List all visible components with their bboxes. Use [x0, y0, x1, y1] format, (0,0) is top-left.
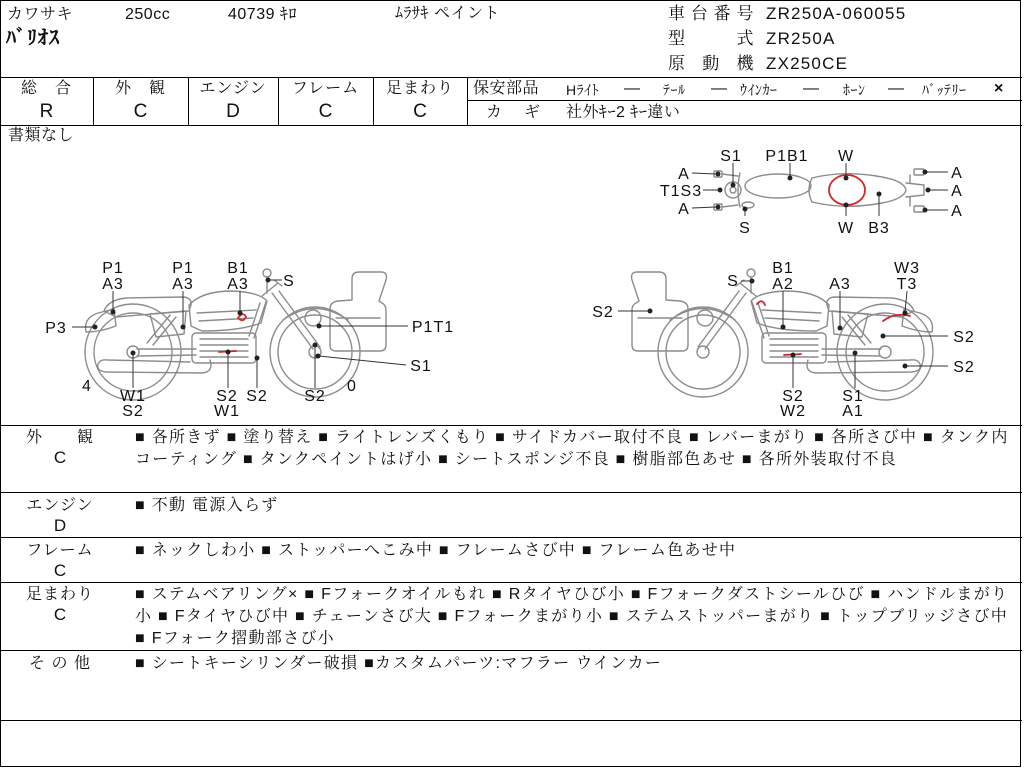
note-row-suspension — [0, 583, 1022, 650]
divider — [0, 720, 1022, 721]
left-label: S2 — [216, 388, 238, 405]
frame-number: ZR250A-060055 — [766, 4, 907, 23]
model-code: ZR250A — [766, 29, 836, 48]
note-label: そ の 他 — [29, 655, 91, 672]
safety-item-tail-value: — — [711, 80, 728, 97]
divider — [0, 537, 1022, 538]
note-row-engine — [0, 494, 1022, 537]
safety-item-tail: ﾃｰﾙ — [663, 82, 686, 98]
left-label: S2 — [246, 388, 268, 405]
divider — [93, 77, 94, 125]
top-label: A — [951, 203, 963, 220]
grade-frame-value: C — [318, 101, 333, 122]
right-label: A1 — [842, 403, 864, 420]
left-label: 4 — [82, 378, 92, 395]
left-label: B1 — [227, 260, 249, 277]
left-label: P1T1 — [411, 319, 455, 336]
mileage: 40739 ｷﾛ — [228, 6, 297, 23]
note-text: ■ ネックしわ小 ■ ストッパーへこみ中 ■ フレームさび中 ■ フレーム色あせ中 — [135, 542, 737, 559]
frame-number-label: 車台番号 — [668, 4, 754, 23]
note-label: エンジン — [26, 497, 94, 514]
grade-suspension-value: C — [413, 101, 427, 122]
note-label: 足まわり — [25, 586, 94, 603]
right-label: B1 — [772, 260, 794, 277]
top-label: P1B1 — [765, 148, 809, 165]
model-name: ﾊﾞﾘｵｽ — [6, 27, 60, 49]
top-label: T1S3 — [659, 183, 703, 200]
safety-item-horn-value: — — [888, 80, 905, 97]
divider — [0, 492, 1022, 493]
left-label: W1 — [214, 403, 240, 420]
note-row-exterior — [0, 426, 1022, 492]
grade-frame-label: フレーム — [291, 80, 360, 97]
divider — [373, 77, 374, 125]
divider — [0, 650, 1022, 651]
top-label: B3 — [868, 220, 890, 237]
left-label: A3 — [102, 276, 124, 293]
top-label: A — [951, 183, 963, 200]
note-row-other — [0, 652, 1022, 720]
right-label: S2 — [953, 329, 975, 346]
note-grade: C — [53, 605, 67, 624]
top-label: A — [678, 166, 690, 183]
grade-engine-label: エンジン — [199, 80, 267, 97]
top-label: W — [837, 220, 855, 237]
left-label: S2 — [122, 403, 144, 420]
right-label: W3 — [894, 260, 920, 277]
left-label: P1 — [172, 260, 194, 277]
documents-note: 書類なし — [8, 127, 75, 144]
safety-item-turn-signal-value: — — [803, 80, 820, 97]
safety-item-horn: ﾎｰﾝ — [843, 82, 866, 98]
note-grade: C — [53, 561, 67, 580]
right-label: S2 — [592, 304, 614, 321]
right-label: A2 — [772, 276, 794, 293]
vehicle-color: ﾑﾗｻｷ ペイント — [395, 5, 500, 22]
grade-exterior-value: C — [133, 101, 148, 122]
left-label: A3 — [172, 276, 194, 293]
grade-overall-value: R — [39, 101, 54, 122]
bike-top-view — [714, 169, 924, 212]
divider — [0, 77, 1022, 78]
note-row-frame — [0, 539, 1022, 582]
top-label: A — [678, 201, 690, 218]
note-grade: C — [53, 448, 67, 467]
note-text: ■ シートキーシリンダー破損 ■カスタムパーツ:マフラー ウインカー — [135, 655, 663, 672]
safety-item-turn-signal: ｳｲﾝｶｰ — [740, 82, 778, 98]
left-label: S — [283, 273, 295, 290]
model-code-label: 型 式 — [668, 29, 754, 48]
divider — [278, 77, 279, 125]
safety-item-battery: ﾊﾞｯﾃﾘｰ — [922, 82, 967, 98]
top-label: S — [739, 220, 751, 237]
engine-code-label: 原 動 機 — [668, 54, 754, 73]
left-label: P3 — [45, 320, 67, 337]
left-label: P1 — [102, 260, 124, 277]
right-label: S2 — [953, 359, 975, 376]
note-grade: D — [53, 516, 67, 535]
top-label: W — [837, 148, 855, 165]
note-label: 外 観 — [25, 429, 94, 446]
right-label: S1 — [842, 388, 864, 405]
damage-diagram — [0, 125, 1024, 425]
key-label: カ ギ — [486, 104, 544, 121]
maker: カワサキ — [7, 6, 74, 23]
top-label: A — [951, 165, 963, 182]
grade-suspension-label: 足まわり — [385, 80, 454, 97]
divider — [467, 100, 1022, 101]
safety-item-battery-value: × — [994, 80, 1004, 97]
right-label: W2 — [780, 403, 806, 420]
right-label: T3 — [896, 276, 918, 293]
displacement: 250cc — [125, 6, 171, 23]
right-label: A3 — [829, 276, 851, 293]
safety-item-headlight-value: — — [624, 80, 641, 97]
grade-exterior-label: 外 観 — [114, 80, 166, 97]
key-value: 社外ｷｰ2 ｷｰ違い — [566, 104, 681, 121]
note-text: ■ 不動 電源入らず — [135, 497, 279, 514]
note-label: フレーム — [26, 542, 94, 559]
left-label: S2 — [304, 388, 326, 405]
left-label: 0 — [347, 378, 357, 395]
top-label: S1 — [720, 148, 742, 165]
safety-parts-label: 保安部品 — [473, 80, 540, 97]
divider — [467, 77, 468, 125]
engine-code: ZX250CE — [766, 54, 849, 73]
right-label: S2 — [782, 388, 804, 405]
left-label: A3 — [227, 276, 249, 293]
note-text: ■ ステムベアリング× ■ Fフォークオイルもれ ■ Rタイヤひび小 ■ Fフォークダストシールひび ■ ハンドルまがり小 ■ Fタイヤひび中 ■ チェーンさび大 ■ Fフォークまがり小 ■ ステムストッパーまがり ■ トップブリッジさび中 ■ Fフォーク摺動部さび小 — [135, 586, 1009, 647]
right-label: S — [727, 273, 739, 290]
left-label: W1 — [120, 388, 146, 405]
left-label: S1 — [410, 358, 432, 375]
note-text: ■ 各所きず ■ 塗り替え ■ ライトレンズくもり ■ サイドカバー取付不良 ■ レバーまがり ■ 各所さび中 ■ タンク内コーティング ■ タンクペイントはげ小 ■ シートスポンジ不良 ■ 樹脂部色あせ ■ 各所外装取付不良 — [135, 429, 1009, 468]
divider — [188, 77, 189, 125]
safety-item-headlight: Hﾗｲﾄ — [566, 82, 600, 98]
grade-overall-label: 総 合 — [20, 80, 72, 97]
grade-engine-value: D — [226, 101, 240, 122]
